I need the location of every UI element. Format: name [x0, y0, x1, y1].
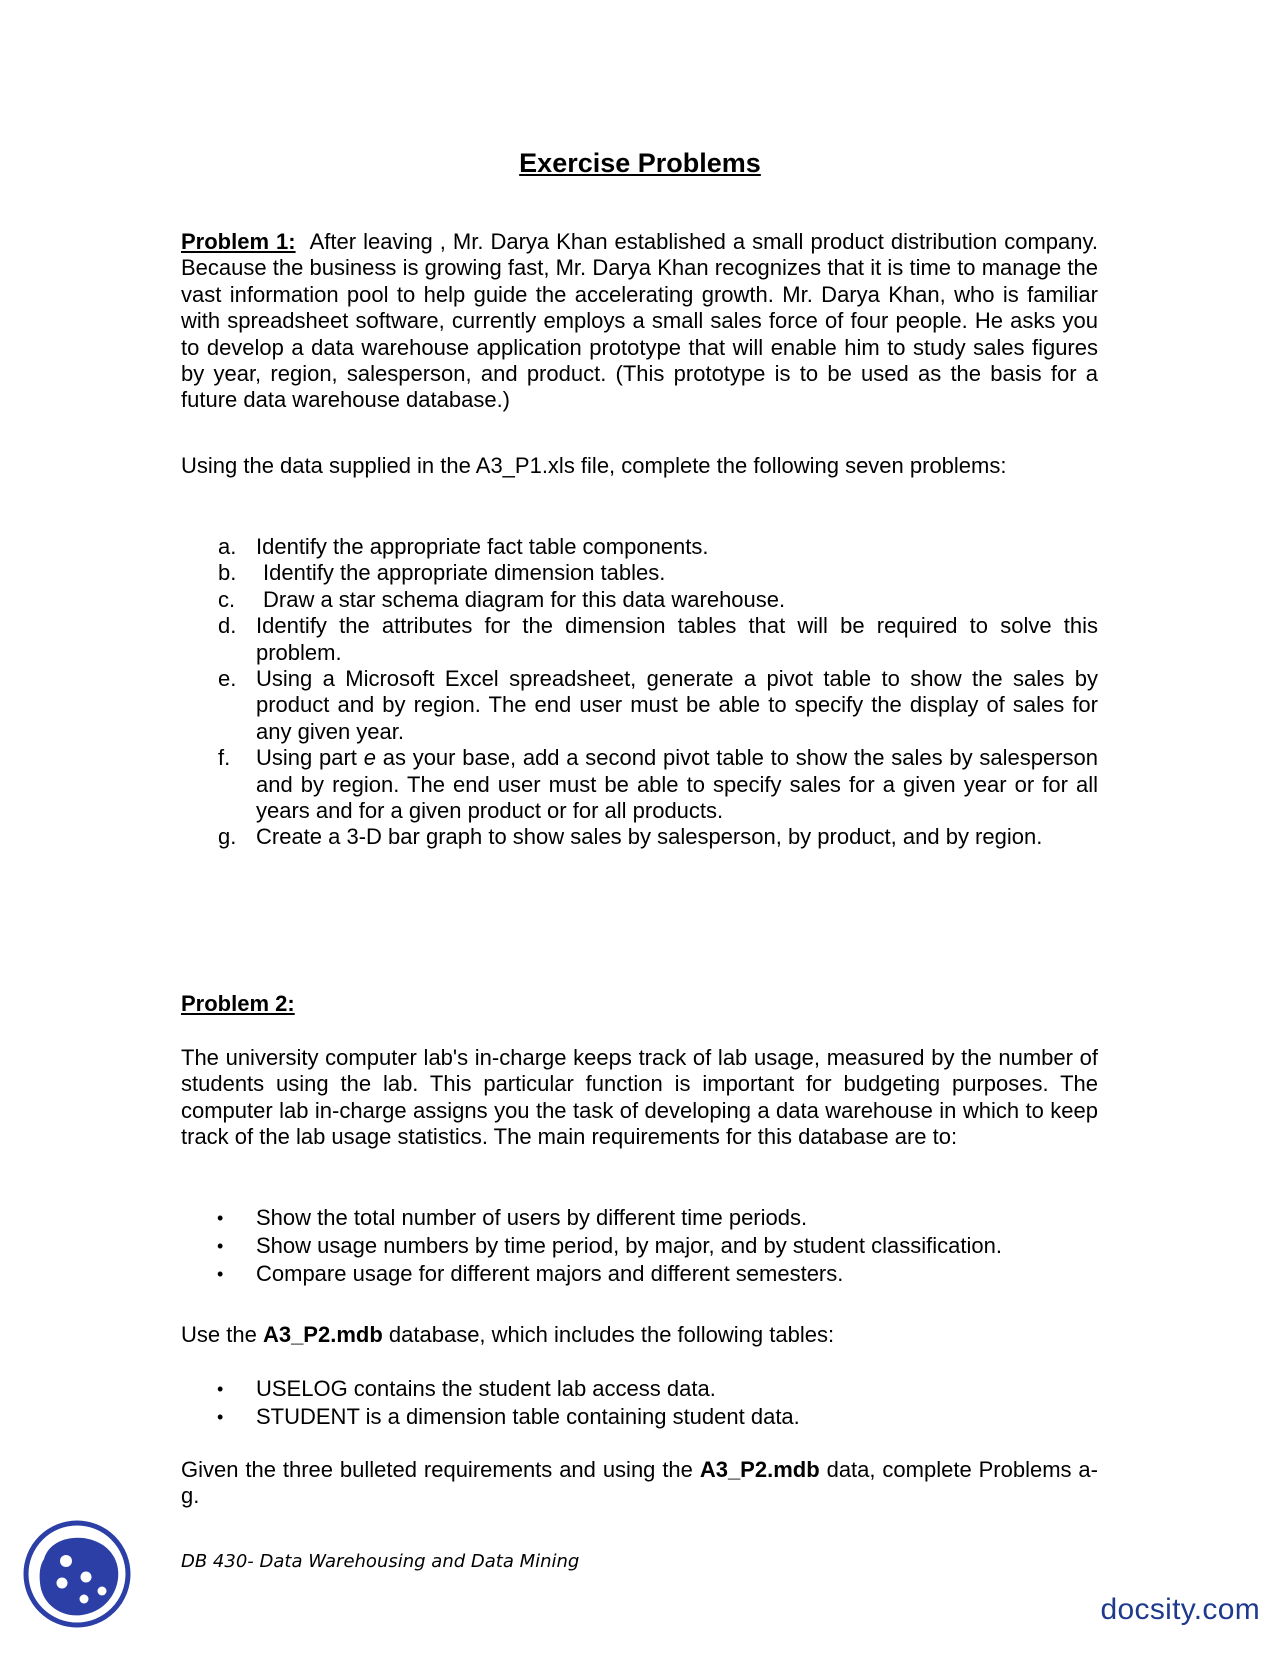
- list-item: • Compare usage for different majors and different semesters.: [217, 1261, 844, 1286]
- problem2-heading-block: [181, 991, 1098, 1017]
- list-item: d. Identify the attributes for the dimension tables that will be required to solve this problem.: [218, 613, 1098, 665]
- footer-course: DB 430- Data Warehousing and Data Mining: [181, 1551, 580, 1572]
- list-item: f. Using part e as your base, add a second pivot table to show the sales by salesperson and by region. The end user must be able to specify sales for a given year or for all years and for a given product or for all products.: [218, 745, 1098, 824]
- list-item: b. Identify the appropriate dimension tables.: [218, 560, 666, 586]
- list-item: e. Using a Microsoft Excel spreadsheet, generate a pivot table to show the sales by product and by region. The end user must be able to specify the display of sales for any given year.: [218, 666, 1098, 744]
- list-item: • Show the total number of users by different time periods.: [217, 1205, 808, 1230]
- list-item: a. Identify the appropriate fact table components.: [218, 534, 709, 559]
- list-item: • STUDENT is a dimension table containing student data.: [217, 1404, 800, 1429]
- problem1-tasks: [181, 534, 1098, 851]
- problem2-given: Given the three bulleted requirements and using the A3_P2.mdb data, complete Problems a-g.: [181, 1457, 1098, 1509]
- bullet: •: [217, 1208, 224, 1228]
- bullet: •: [217, 1264, 224, 1284]
- problem2-requirements: [181, 1205, 1098, 1289]
- docsity-logo-icon: [22, 1519, 132, 1629]
- list-item: • Show usage numbers by time period, by major, and by student classification.: [217, 1233, 1002, 1258]
- problem1-intro-text: After leaving , Mr. Darya Khan established a small product distribution company. Because the business is growing fast, Mr. Darya Khan recognizes that it is time to manage the vast information pool to help guide the accelerating growth. Mr. Darya Khan, who is familiar with spreadsheet software, currently employs a small sales force of four people. He asks you to develop a data warehouse application prototype that will enable him to study sales figures by year, region, salesperson, and product. (This prototype is to be used as the basis for a future data warehouse database.): [181, 229, 1098, 413]
- list-item: c. Draw a star schema diagram for this data warehouse.: [218, 586, 786, 612]
- brand-link[interactable]: docsity.com: [1100, 1593, 1260, 1626]
- page-title: Exercise Problems: [519, 148, 761, 178]
- problem1-intro: [181, 229, 1098, 414]
- problem2-heading: Problem 2:: [181, 991, 295, 1016]
- bullet: •: [217, 1407, 224, 1427]
- list-item: • USELOG contains the student lab access data.: [217, 1376, 716, 1401]
- bullet: •: [217, 1379, 224, 1399]
- problem1-heading: Problem 1:: [181, 229, 296, 254]
- problem2-use-db: Use the A3_P2.mdb database, which includes the following tables:: [181, 1322, 835, 1347]
- problem1-using: Using the data supplied in the A3_P1.xls file, complete the following seven problems:: [181, 453, 1007, 478]
- bullet: •: [217, 1236, 224, 1256]
- problem2-intro: The university computer lab's in-charge keeps track of lab usage, measured by the number of students using the lab. This particular function is important for budgeting purposes. The computer lab in-charge assigns you the task of developing a data warehouse in which to keep track of the lab usage statistics. The main requirements for this database are to:: [181, 1045, 1098, 1150]
- problem2-tables: [181, 1376, 1098, 1432]
- list-item: g. Create a 3-D bar graph to show sales by salesperson, by product, and by region.: [218, 824, 1043, 850]
